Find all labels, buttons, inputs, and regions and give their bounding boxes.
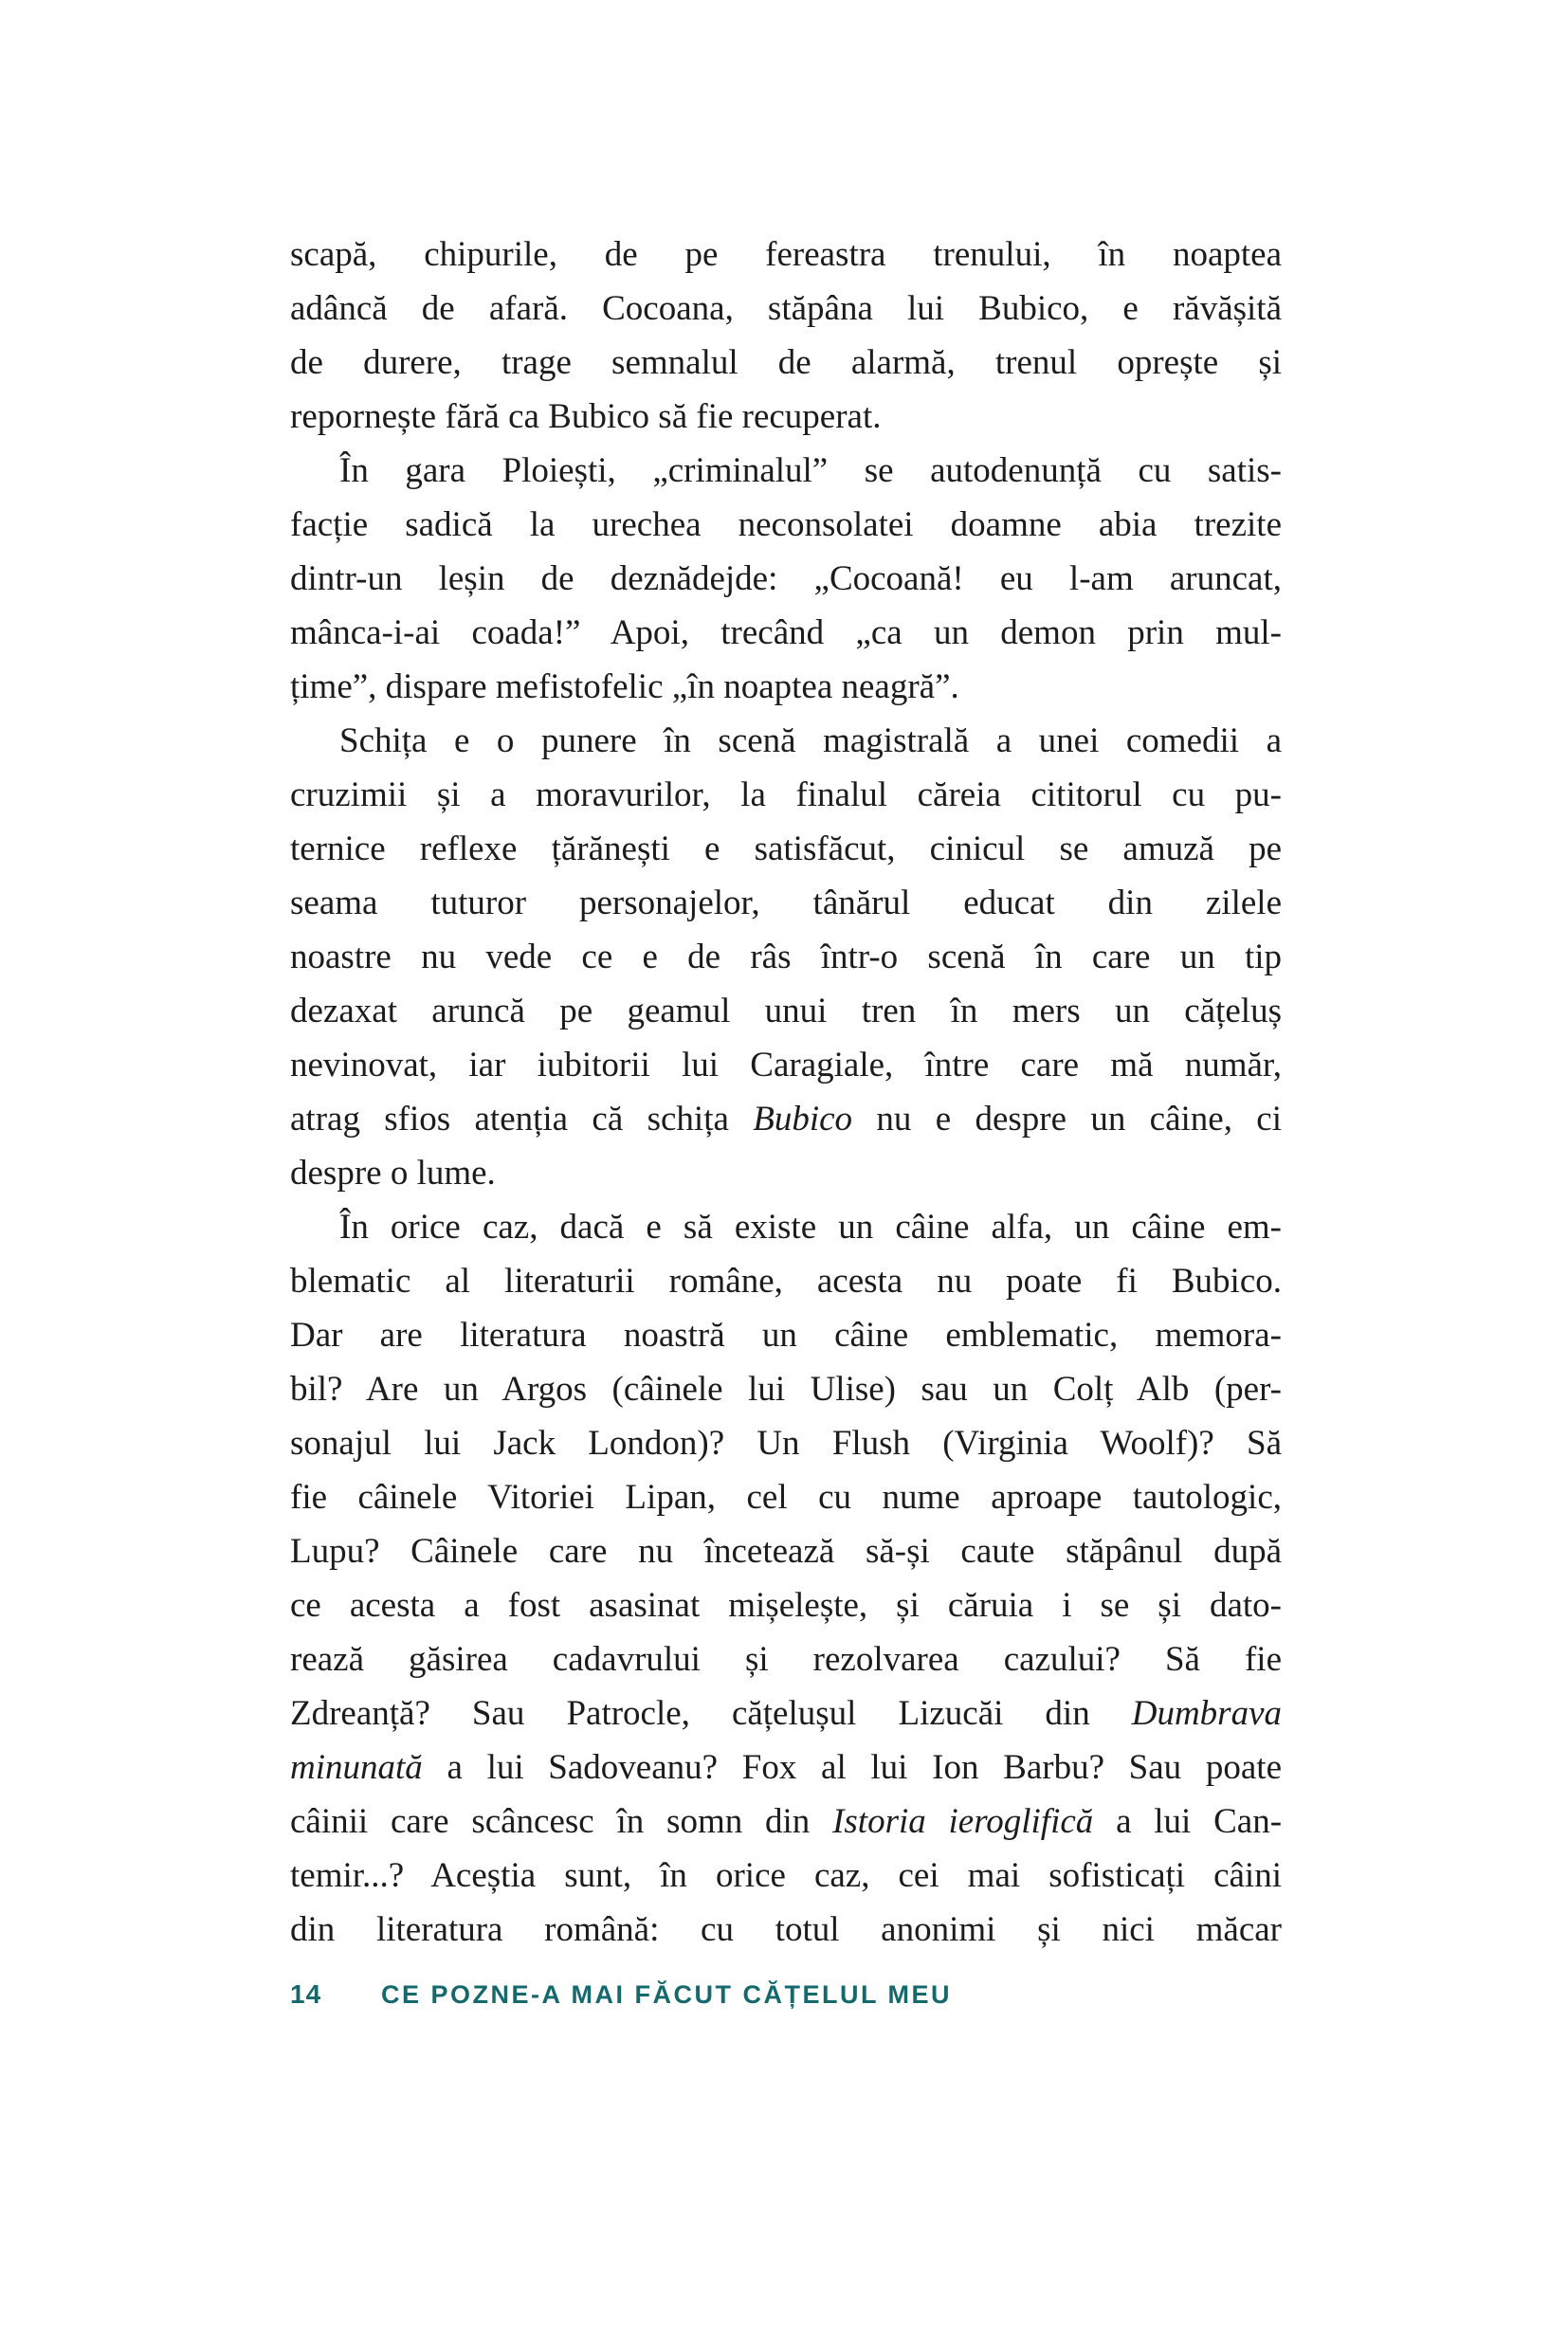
paragraph [290, 714, 1282, 1200]
text-line: Schița e o punere în scenă magistrală a unei comedii a [339, 721, 1282, 760]
text-line: adâncă de afară. Cocoana, stăpâna lui Bubico, e răvășită [290, 289, 1282, 328]
text-line: noastre nu vede ce e de râs într-o scenă în care un tip [290, 938, 1282, 976]
text-line: mânca-i-ai coada!” Apoi, trecând „ca un demon prin mul- [290, 613, 1282, 652]
text-line: despre o lume. [290, 1154, 496, 1193]
text-line: temir...? Aceștia sunt, în orice caz, cei mai sofisticați câini [290, 1856, 1282, 1895]
text-line: repornește fără ca Bubico să fie recuperat. [290, 397, 882, 436]
text-line: dintr-un leșin de deznădejde: „Cocoană! eu l-am aruncat, [290, 559, 1282, 598]
text-line: blematic al literaturii române, acesta nu poate fi Bubico. [290, 1262, 1282, 1301]
text-line: În orice caz, dacă e să existe un câine alfa, un câine em- [339, 1208, 1282, 1247]
text-line: Dar are literatura noastră un câine emblematic, memora- [290, 1316, 1282, 1355]
text-line: nevinovat, iar iubitorii lui Caragiale, între care mă număr, [290, 1046, 1282, 1084]
text-line: minunată a lui Sadoveanu? Fox al lui Ion Barbu? Sau poate [290, 1748, 1282, 1787]
italic-text: minunată [290, 1748, 423, 1787]
page-footer [290, 1979, 952, 2010]
text-line: țime”, dispare mefistofelic „în noaptea neagră”. [290, 667, 959, 706]
text-line: ce acesta a fost asasinat mișelește, și căruia i se și dato- [290, 1586, 1282, 1625]
paragraph [290, 228, 1282, 444]
text-line: scapă, chipurile, de pe fereastra trenului, în noaptea [290, 235, 1282, 274]
page-text [290, 228, 1282, 1957]
text-line: Zdreanță? Sau Patrocle, cățelușul Lizucăi din Dumbrava [290, 1694, 1282, 1733]
text-line: cruzimii și a moravurilor, la finalul căreia cititorul cu pu- [290, 775, 1282, 814]
text-line: În gara Ploiești, „criminalul” se autodenunță cu satis- [339, 451, 1282, 490]
paragraph [290, 444, 1282, 714]
italic-text: Istoria ieroglifică [832, 1802, 1094, 1841]
text-line: fie câinele Vitoriei Lipan, cel cu nume aproape tautologic, [290, 1478, 1282, 1517]
text-line: ternice reflexe țărănești e satisfăcut, cinicul se amuză pe [290, 829, 1282, 868]
italic-text: Bubico [753, 1100, 853, 1139]
text-line: rează găsirea cadavrului și rezolvarea cazului? Să fie [290, 1640, 1282, 1679]
text-line: bil? Are un Argos (câinele lui Ulise) sau un Colț Alb (per- [290, 1370, 1282, 1409]
text-line: seama tuturor personajelor, tânărul educat din zilele [290, 884, 1282, 922]
text-line: atrag sfios atenția că schița Bubico nu e despre un câine, ci [290, 1100, 1282, 1139]
text-line: câinii care scâncesc în somn din Istoria ieroglifică a lui Can- [290, 1802, 1282, 1841]
text-line: de durere, trage semnalul de alarmă, trenul oprește și [290, 343, 1282, 382]
text-line: dezaxat aruncă pe geamul unui tren în mers un cățeluș [290, 992, 1282, 1030]
paragraph [290, 1200, 1282, 1957]
text-line: sonajul lui Jack London)? Un Flush (Virginia Woolf)? Să [290, 1424, 1282, 1463]
italic-text: Dumbrava [1131, 1694, 1282, 1733]
text-line: Lupu? Câinele care nu încetează să-și caute stăpânul după [290, 1532, 1282, 1571]
text-line: facție sadică la urechea neconsolatei doamne abia trezite [290, 505, 1282, 544]
page-number: 14 [290, 1979, 322, 2009]
text-line: din literatura română: cu totul anonimi și nici măcar [290, 1910, 1282, 1949]
running-title: CE POZNE-A MAI FĂCUT CĂȚELUL MEU [381, 1980, 952, 2009]
